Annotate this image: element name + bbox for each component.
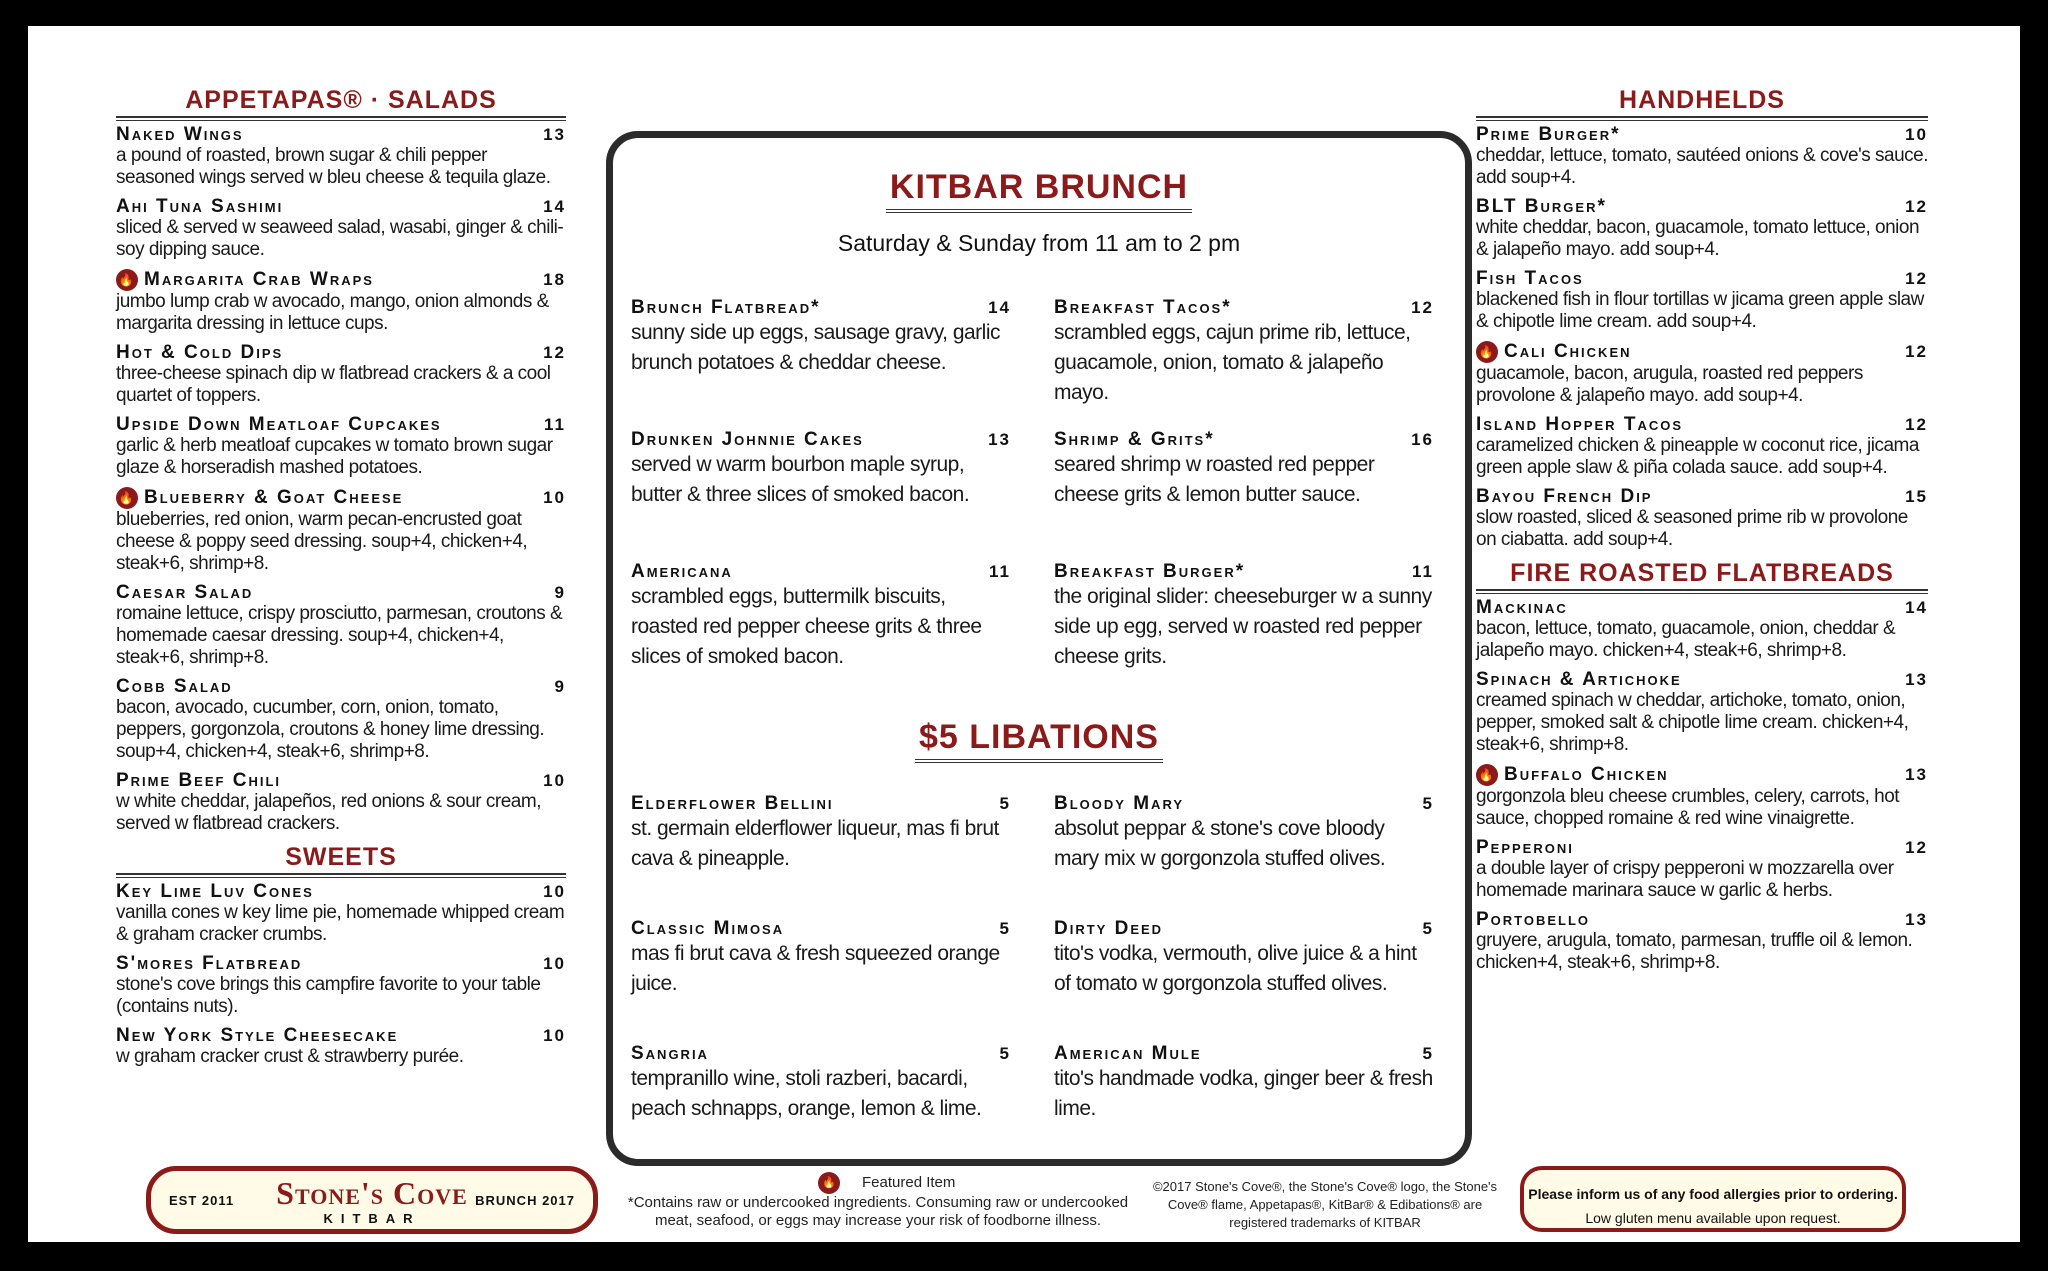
logo-sub: KITBAR xyxy=(323,1211,421,1226)
menu-item-name: Prime Beef Chili xyxy=(116,770,282,791)
menu-item-price: 13 xyxy=(543,125,566,144)
menu-item-name: Bloody Mary xyxy=(1054,793,1185,814)
flame-icon: 🔥 xyxy=(1476,764,1498,786)
menu-item xyxy=(1476,670,1928,756)
menu-item-head xyxy=(116,954,566,974)
menu-item xyxy=(116,882,566,946)
flatbreads-title: FIRE ROASTED FLATBREADS xyxy=(1510,559,1894,587)
menu-item-name: American Mule xyxy=(1054,1043,1202,1064)
menu-item xyxy=(1476,764,1928,830)
menu-item-name: Breakfast Tacos* xyxy=(1054,297,1232,318)
menu-item-head xyxy=(116,487,566,509)
menu-page xyxy=(28,26,2020,1242)
menu-item-price: 5 xyxy=(1422,794,1434,813)
menu-item-head xyxy=(631,430,1011,450)
left-column xyxy=(116,86,566,1076)
menu-item-desc: sunny side up eggs, sausage gravy, garlic brunch potatoes & cheddar cheese. xyxy=(631,321,1001,374)
menu-item xyxy=(1476,125,1928,189)
menu-item-price: 5 xyxy=(999,794,1011,813)
menu-item-price: 5 xyxy=(1422,1044,1434,1063)
brunch-item xyxy=(1054,1044,1434,1124)
menu-item-name: New York Style Cheesecake xyxy=(116,1025,399,1046)
menu-item-head xyxy=(116,269,566,291)
menu-item-desc: tito's handmade vodka, ginger beer & fresh lime. xyxy=(1054,1067,1433,1120)
menu-item-price: 12 xyxy=(1905,269,1928,288)
menu-item-desc: garlic & herb meatloaf cupcakes w tomato brown sugar glaze & horseradish mashed potatoes. xyxy=(116,435,553,478)
menu-item-price: 10 xyxy=(543,954,566,973)
menu-item-name: Bayou French Dip xyxy=(1476,486,1653,507)
menu-item-desc: the original slider: cheeseburger w a sunny side up egg, served w roasted red pepper cheese grits. xyxy=(1054,585,1432,668)
menu-item-head xyxy=(1476,415,1928,435)
menu-item xyxy=(116,487,566,575)
brunch-item xyxy=(631,1044,1011,1124)
flame-icon: 🔥 xyxy=(116,487,138,509)
menu-item xyxy=(116,197,566,261)
featured-label: Featured Item xyxy=(862,1173,956,1191)
menu-item-price: 5 xyxy=(999,919,1011,938)
menu-item-desc: blackened fish in flour tortillas w jicama green apple slaw & chipotle lime cream. add soup+4. xyxy=(1476,289,1924,332)
menu-item-name: Hot & Cold Dips xyxy=(116,342,284,363)
menu-item-name: Shrimp & Grits* xyxy=(1054,429,1215,450)
menu-item-head xyxy=(116,197,566,217)
menu-item-price: 14 xyxy=(988,298,1011,317)
menu-item-name: S'mores Flatbread xyxy=(116,953,303,974)
menu-item xyxy=(116,269,566,335)
menu-item-desc: gorgonzola bleu cheese crumbles, celery, carrots, hot sauce, chopped romaine & red wine vinaigrette. xyxy=(1476,786,1900,829)
brunch-subtitle: Saturday & Sunday from 11 am to 2 pm xyxy=(837,230,1241,256)
menu-item-price: 11 xyxy=(544,415,566,434)
menu-item-head xyxy=(1476,670,1928,690)
menu-item-head xyxy=(1476,341,1928,363)
menu-item-desc: slow roasted, sliced & seasoned prime rib w provolone on ciabatta. add soup+4. xyxy=(1476,507,1908,550)
menu-item-name: Naked Wings xyxy=(116,124,244,145)
menu-item-name: Elderflower Bellini xyxy=(631,793,834,814)
menu-item-desc: three-cheese spinach dip w flatbread crackers & a cool quartet of toppers. xyxy=(116,363,551,406)
menu-item-desc: bacon, avocado, cucumber, corn, onion, tomato, peppers, gorgonzola, croutons & honey lime dressing. soup+4, chicken+4, steak+6, shrimp+8. xyxy=(116,697,545,762)
menu-item-head xyxy=(1054,919,1434,939)
logo-name: Stone's Cove xyxy=(276,1175,468,1211)
brunch-item xyxy=(631,298,1011,378)
menu-item xyxy=(116,1026,566,1068)
menu-item xyxy=(1476,415,1928,479)
brunch-item xyxy=(631,562,1011,672)
menu-item-head xyxy=(116,125,566,145)
menu-item xyxy=(116,415,566,479)
menu-item-price: 12 xyxy=(1905,838,1928,857)
menu-item-desc: a pound of roasted, brown sugar & chili pepper seasoned wings served w bleu cheese & tequila glaze. xyxy=(116,145,551,188)
logo-brunch: BRUNCH 2017 xyxy=(475,1193,575,1208)
handhelds-rule xyxy=(1476,116,1928,121)
menu-item-price: 12 xyxy=(1905,415,1928,434)
menu-item-head xyxy=(1054,298,1434,318)
menu-item-price: 15 xyxy=(1905,487,1928,506)
featured-legend xyxy=(818,1172,955,1194)
menu-item xyxy=(1476,598,1928,662)
menu-item-price: 10 xyxy=(543,771,566,790)
menu-item-head xyxy=(1476,598,1928,618)
menu-item-desc: creamed spinach w cheddar, artichoke, tomato, onion, pepper, smoked salt & chipotle lime cream. chicken+4, steak+6, shrimp+8. xyxy=(1476,690,1909,755)
brunch-item xyxy=(1054,430,1434,510)
menu-item-name: Dirty Deed xyxy=(1054,918,1164,939)
menu-item-price: 13 xyxy=(988,430,1011,449)
menu-item-desc: scrambled eggs, buttermilk biscuits, roasted red pepper cheese grits & three slices of smoked bacon. xyxy=(631,585,982,668)
stones-cove-logo xyxy=(146,1166,598,1234)
menu-item xyxy=(1476,487,1928,551)
menu-item xyxy=(1476,838,1928,902)
menu-item-price: 12 xyxy=(1905,197,1928,216)
handhelds-title: HANDHELDS xyxy=(1619,86,1785,114)
menu-item xyxy=(116,583,566,669)
menu-item-price: 12 xyxy=(1411,298,1434,317)
right-column xyxy=(1476,86,1928,982)
menu-item-name: Drunken Johnnie Cakes xyxy=(631,429,864,450)
menu-item-desc: mas fi brut cava & fresh squeezed orange juice. xyxy=(631,942,1000,995)
menu-item-head xyxy=(1054,794,1434,814)
menu-item-price: 12 xyxy=(543,343,566,362)
brunch-item xyxy=(1054,562,1434,672)
menu-item-desc: cheddar, lettuce, tomato, sautéed onions & cove's sauce. add soup+4. xyxy=(1476,145,1928,188)
menu-item-head xyxy=(116,882,566,902)
menu-item-price: 10 xyxy=(1905,125,1928,144)
allergy-notice xyxy=(1520,1166,1906,1232)
menu-item-price: 18 xyxy=(543,270,566,290)
menu-item-desc: served w warm bourbon maple syrup, butter & three slices of smoked bacon. xyxy=(631,453,970,506)
logo-est: EST 2011 xyxy=(169,1193,235,1208)
menu-item-head xyxy=(1476,764,1928,786)
menu-item-head xyxy=(1476,487,1928,507)
flame-icon: 🔥 xyxy=(1476,341,1498,363)
menu-item-name: 🔥 Cali Chicken xyxy=(1476,341,1632,363)
menu-item-price: 5 xyxy=(999,1044,1011,1063)
menu-item-head xyxy=(631,919,1011,939)
brunch-panel xyxy=(606,131,1472,1166)
menu-item-price: 9 xyxy=(554,677,566,696)
brunch-item xyxy=(631,794,1011,874)
menu-item-desc: vanilla cones w key lime pie, homemade whipped cream & graham cracker crumbs. xyxy=(116,902,565,945)
menu-item xyxy=(116,343,566,407)
menu-item-desc: gruyere, arugula, tomato, parmesan, truffle oil & lemon. chicken+4, steak+6, shrimp+8. xyxy=(1476,930,1913,973)
menu-item-price: 13 xyxy=(1905,670,1928,689)
menu-item xyxy=(1476,341,1928,407)
menu-item-name: 🔥 Blueberry & Goat Cheese xyxy=(116,487,403,509)
menu-item xyxy=(116,771,566,835)
menu-item-head xyxy=(116,1026,566,1046)
brunch-item xyxy=(1054,298,1434,408)
brunch-item xyxy=(631,430,1011,510)
flatbreads-list xyxy=(1476,598,1928,974)
menu-item-price: 14 xyxy=(543,197,566,216)
sweets-rule xyxy=(116,873,566,878)
menu-item-head xyxy=(1054,562,1434,582)
menu-item-head xyxy=(116,583,566,603)
menu-item-name: Pepperoni xyxy=(1476,837,1574,858)
menu-item-desc: st. germain elderflower liqueur, mas fi brut cava & pineapple. xyxy=(631,817,999,870)
menu-item-desc: jumbo lump crab w avocado, mango, onion almonds & margarita dressing in lettuce cups. xyxy=(116,291,549,334)
menu-item-price: 5 xyxy=(1422,919,1434,938)
menu-item-name: Portobello xyxy=(1476,909,1591,930)
appetapas-title: APPETAPAS® · SALADS xyxy=(185,86,497,114)
appetapas-list xyxy=(116,125,566,835)
handhelds-list xyxy=(1476,125,1928,551)
menu-item-price: 10 xyxy=(543,1026,566,1045)
menu-item-price: 12 xyxy=(1905,342,1928,362)
flame-icon: 🔥 xyxy=(818,1172,840,1194)
menu-item-desc: w graham cracker crust & strawberry purée. xyxy=(116,1046,464,1067)
menu-item-name: Spinach & Artichoke xyxy=(1476,669,1682,690)
menu-item-desc: tempranillo wine, stoli razberi, bacardi, peach schnapps, orange, lemon & lime. xyxy=(631,1067,982,1120)
brunch-title: KITBAR BRUNCH xyxy=(613,168,1465,213)
copyright-notice: ©2017 Stone's Cove®, the Stone's Cove® logo, the Stone's Cove® flame, Appetapas®, KitBar® & Edibations® are registered trademarks of KITBAR xyxy=(1152,1179,1498,1230)
menu-item-name: Key Lime Luv Cones xyxy=(116,881,314,902)
menu-item-head xyxy=(1476,910,1928,930)
menu-item-head xyxy=(116,677,566,697)
menu-item xyxy=(116,954,566,1018)
menu-item-name: Classic Mimosa xyxy=(631,918,785,939)
menu-item-price: 14 xyxy=(1905,598,1928,617)
menu-item-price: 11 xyxy=(1412,562,1434,581)
menu-item-desc: seared shrimp w roasted red pepper cheese grits & lemon butter sauce. xyxy=(1054,453,1375,506)
flatbreads-rule xyxy=(1476,589,1928,594)
raw-food-disclaimer: *Contains raw or undercooked ingredients. Consuming raw or undercooked meat, seafood, or eggs may increase your risk of foodborne illness. xyxy=(627,1194,1129,1229)
menu-item-name: Breakfast Burger* xyxy=(1054,561,1246,582)
menu-item-name: Ahi Tuna Sashimi xyxy=(116,196,284,217)
sweets-title: SWEETS xyxy=(285,843,397,871)
brunch-item xyxy=(1054,794,1434,874)
menu-item-desc: scrambled eggs, cajun prime rib, lettuce, guacamole, onion, tomato & jalapeño mayo. xyxy=(1054,321,1411,404)
menu-item-desc: guacamole, bacon, arugula, roasted red peppers provolone & jalapeño mayo. add soup+4. xyxy=(1476,363,1863,406)
menu-item-head xyxy=(116,771,566,791)
menu-item-name: Americana xyxy=(631,561,733,582)
menu-item-desc: absolut peppar & stone's cove bloody mary mix w gorgonzola stuffed olives. xyxy=(1054,817,1386,870)
menu-item-desc: blueberries, red onion, warm pecan-encrusted goat cheese & poppy seed dressing. soup+4, chicken+4, steak+6, shrimp+8. xyxy=(116,509,528,574)
menu-item-name: Mackinac xyxy=(1476,597,1568,618)
menu-item xyxy=(1476,269,1928,333)
menu-item-desc: a double layer of crispy pepperoni w mozzarella over homemade marinara sauce w garlic & herbs. xyxy=(1476,858,1894,901)
menu-item-price: 13 xyxy=(1905,910,1928,929)
menu-item-name: Cobb Salad xyxy=(116,676,233,697)
menu-item-head xyxy=(116,415,566,435)
allergy-line-2: Low gluten menu available upon request. xyxy=(1585,1210,1841,1226)
flame-icon: 🔥 xyxy=(116,269,138,291)
menu-item-name: BLT Burger* xyxy=(1476,196,1607,217)
menu-item-desc: caramelized chicken & pineapple w coconut rice, jicama green apple slaw & piña colada sauce. add soup+4. xyxy=(1476,435,1919,478)
menu-item xyxy=(1476,197,1928,261)
menu-item-name: Brunch Flatbread* xyxy=(631,297,821,318)
allergy-line-1: Please inform us of any food allergies prior to ordering. xyxy=(1528,1186,1898,1202)
menu-item-head xyxy=(631,298,1011,318)
menu-item-name: 🔥 Margarita Crab Wraps xyxy=(116,269,374,291)
menu-item-price: 11 xyxy=(989,562,1011,581)
menu-item-head xyxy=(116,343,566,363)
brunch-item xyxy=(1054,919,1434,999)
menu-item-desc: romaine lettuce, crispy prosciutto, parmesan, croutons & homemade caesar dressing. soup+4, chicken+4, steak+6, shrimp+8. xyxy=(116,603,563,668)
sweets-list xyxy=(116,882,566,1068)
menu-item-price: 13 xyxy=(1905,765,1928,785)
menu-item-price: 16 xyxy=(1411,430,1434,449)
menu-item-price: 10 xyxy=(543,882,566,901)
menu-item-desc: sliced & served w seaweed salad, wasabi, ginger & chili-soy dipping sauce. xyxy=(116,217,564,260)
menu-item-price: 10 xyxy=(543,488,566,508)
menu-item-price: 9 xyxy=(554,583,566,602)
menu-item-head xyxy=(1054,430,1434,450)
menu-item-head xyxy=(1476,197,1928,217)
menu-item-head xyxy=(631,1044,1011,1064)
menu-item-name: Upside Down Meatloaf Cupcakes xyxy=(116,414,442,435)
menu-item-desc: white cheddar, bacon, guacamole, tomato lettuce, onion & jalapeño mayo. add soup+4. xyxy=(1476,217,1920,260)
menu-item-head xyxy=(1476,269,1928,289)
menu-item xyxy=(1476,910,1928,974)
menu-item-name: Island Hopper Tacos xyxy=(1476,414,1684,435)
menu-item-name: 🔥 Buffalo Chicken xyxy=(1476,764,1669,786)
menu-item-desc: w white cheddar, jalapeños, red onions & sour cream, served w flatbread crackers. xyxy=(116,791,541,834)
menu-item-name: Fish Tacos xyxy=(1476,268,1584,289)
menu-item xyxy=(116,677,566,763)
menu-item-desc: tito's vodka, vermouth, olive juice & a hint of tomato w gorgonzola stuffed olives. xyxy=(1054,942,1417,995)
menu-item-desc: bacon, lettuce, tomato, guacamole, onion, cheddar & jalapeño mayo. chicken+4, steak+6, shrimp+8. xyxy=(1476,618,1896,661)
menu-item-head xyxy=(1476,125,1928,145)
appetapas-rule xyxy=(116,116,566,121)
menu-item-desc: stone's cove brings this campfire favorite to your table (contains nuts). xyxy=(116,974,541,1017)
menu-item-head xyxy=(631,562,1011,582)
libations-title: $5 LIBATIONS xyxy=(613,718,1465,763)
menu-item-head xyxy=(631,794,1011,814)
menu-item-head xyxy=(1054,1044,1434,1064)
menu-item-head xyxy=(1476,838,1928,858)
menu-item-name: Sangria xyxy=(631,1043,709,1064)
menu-item-name: Caesar Salad xyxy=(116,582,254,603)
menu-item xyxy=(116,125,566,189)
menu-item-name: Prime Burger* xyxy=(1476,124,1621,145)
brunch-item xyxy=(631,919,1011,999)
